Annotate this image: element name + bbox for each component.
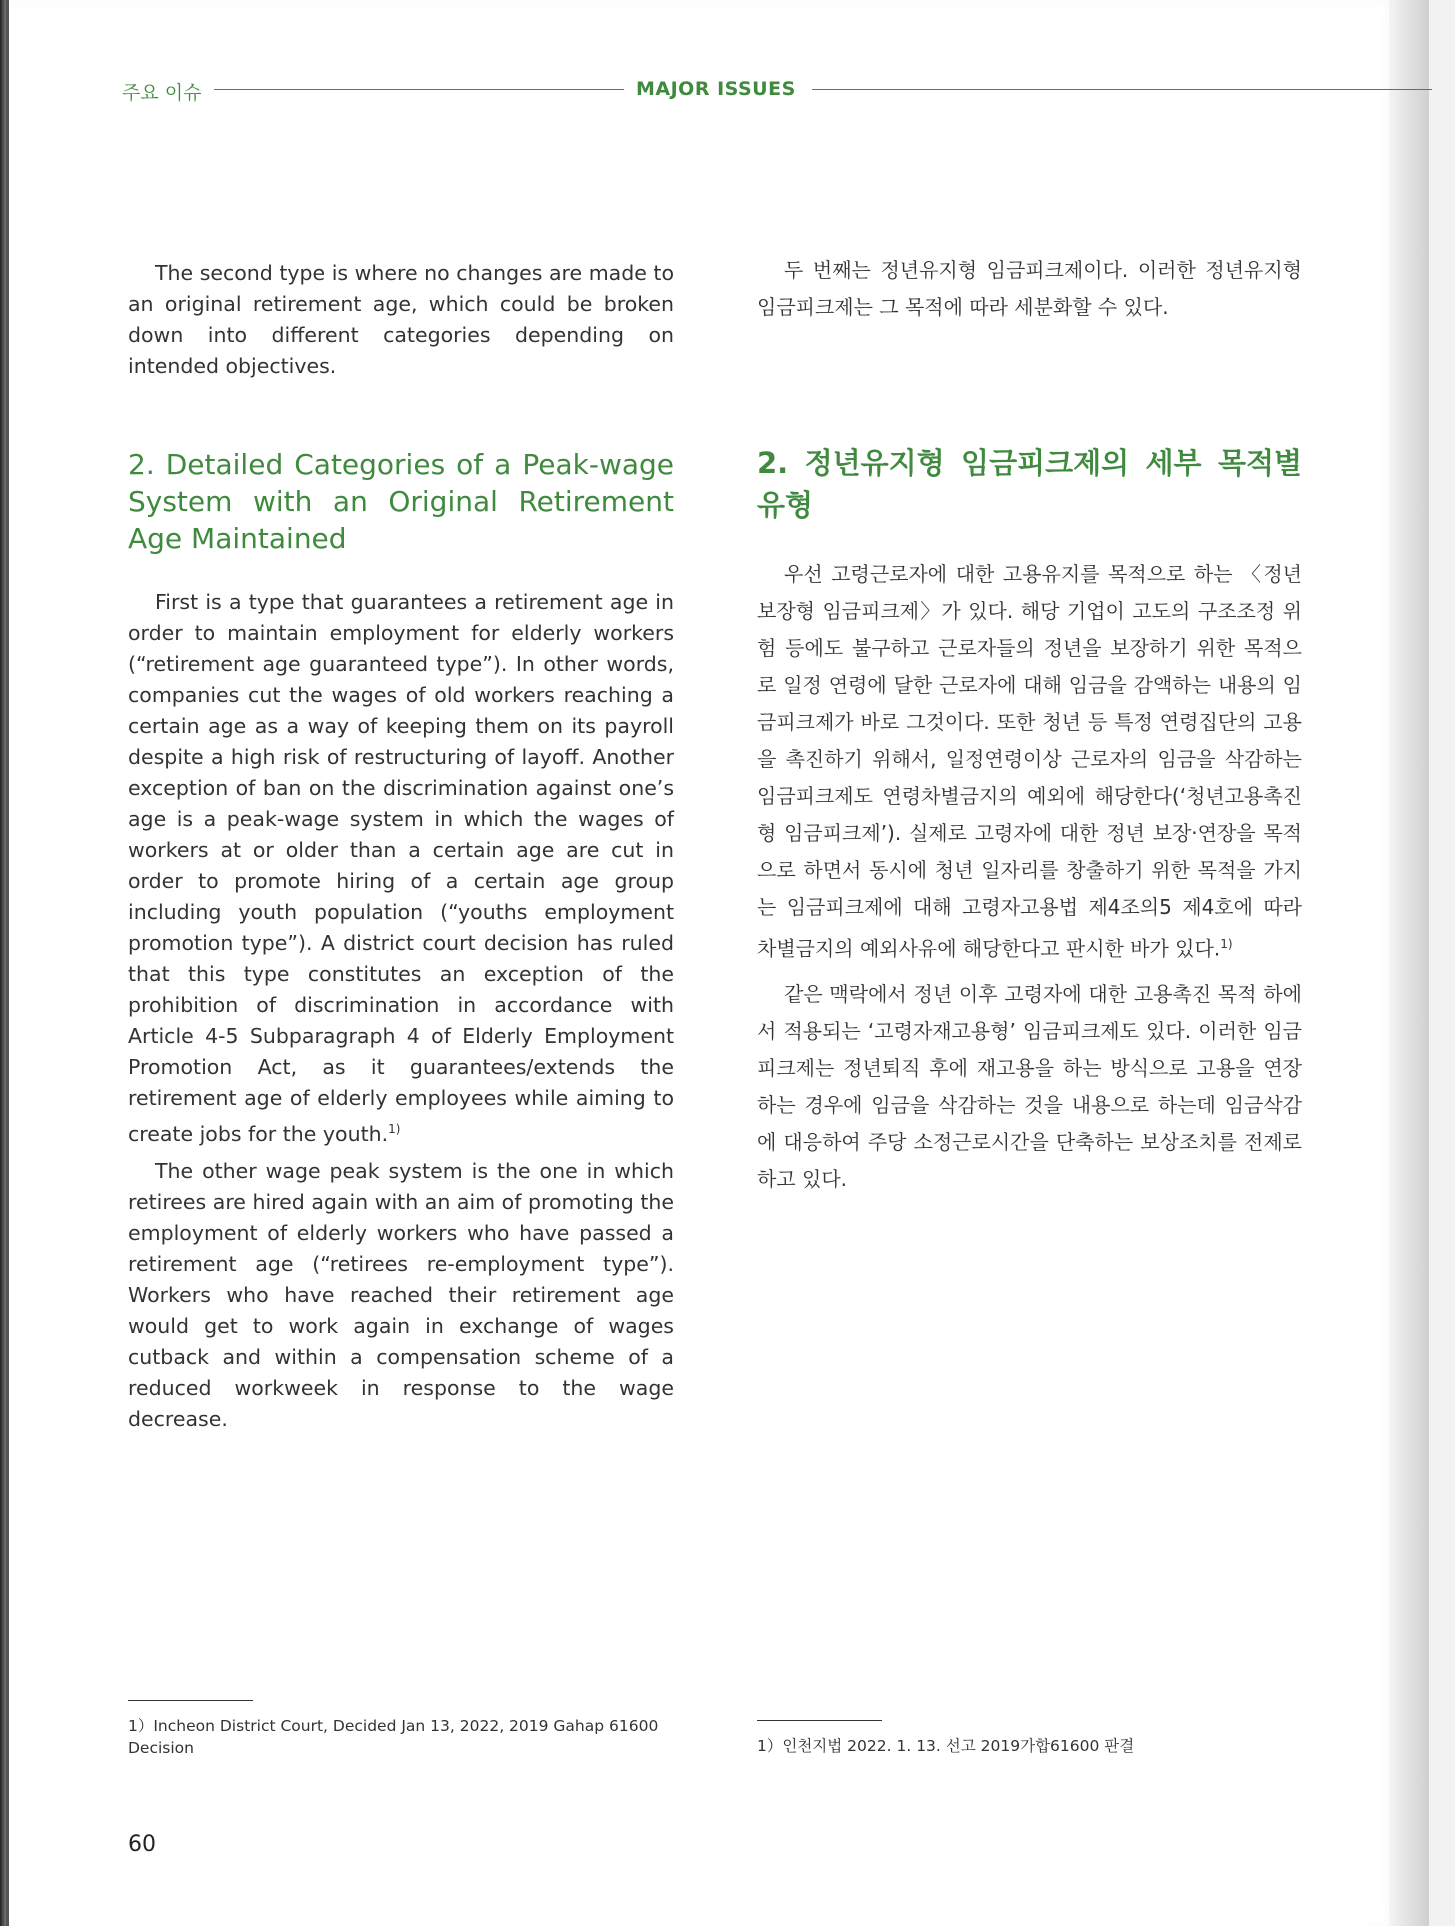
- kr-section-block: [757, 442, 1302, 1206]
- page-number: 60: [128, 1832, 156, 1857]
- header-en-label: MAJOR ISSUES: [636, 78, 796, 100]
- running-header: [122, 78, 1422, 102]
- kr-footnote-ref[interactable]: 1): [1220, 937, 1233, 951]
- header-rule-left: [214, 89, 624, 90]
- en-intro-block: [128, 258, 674, 388]
- kr-footnote-rule: [757, 1720, 882, 1721]
- en-section-block: [128, 446, 674, 1441]
- kr-section-heading: 2. 정년유지형 임금피크제의 세부 목적별 유형: [757, 446, 1302, 522]
- header-kr-label: 주요 이슈: [122, 82, 202, 104]
- kr-paragraph-1: [757, 556, 1302, 968]
- en-paragraph-2: The other wage peak system is the one in which retirees are hired again with an aim of promoting the employment of elderly workers who have passed a retirement age (“retirees re-employment type”). Workers who have reached their retirement age would get to work again in exchange of wages cutback and within a compensation scheme of a reduced workweek in response to the wage decrease.: [128, 1158, 674, 1431]
- en-paragraph-1: [128, 587, 674, 1150]
- en-intro-paragraph: The second type is where no changes are made to an original retirement age, which could be broken down into different categories depending on intended objectives.: [128, 261, 674, 378]
- en-footnote-block: [128, 1700, 674, 1759]
- en-footnote-rule: [128, 1700, 253, 1701]
- en-footnote: 1）Incheon District Court, Decided Jan 13, 2022, 2019 Gahap 61600 Decision: [128, 1717, 659, 1757]
- en-footnote-ref[interactable]: 1): [388, 1122, 401, 1136]
- kr-intro-block: [757, 252, 1302, 334]
- header-rule-right: [812, 89, 1432, 90]
- kr-intro-paragraph: 두 번째는 정년유지형 임금피크제이다. 이러한 정년유지형 임금피크제는 그 목적에 따라 세분화할 수 있다.: [757, 258, 1302, 319]
- kr-paragraph-2: 같은 맥락에서 정년 이후 고령자에 대한 고용촉진 목적 하에서 적용되는 ‘고령자재고용형’ 임금피크제도 있다. 이러한 임금피크제는 정년퇴직 후에 재고용을 하는 방식으로 고용을 연장하는 경우에 임금을 삭감하는 것을 내용으로 하는데 임금삭감에 대응하여 주당 소정근로시간을 단축하는 보상조치를 전제로 하고 있다.: [757, 981, 1302, 1191]
- kr-footnote-block: [757, 1720, 1302, 1757]
- en-section-heading: 2. Detailed Categories of a Peak-wage System with an Original Retirement Age Maintained: [128, 448, 674, 555]
- kr-footnote: 1）인천지법 2022. 1. 13. 선고 2019가합61600 판결: [757, 1737, 1135, 1755]
- page-edge-shadow: [1389, 0, 1429, 1926]
- en-paragraph-1-text: First is a type that guarantees a retirement age in order to maintain employment for elderly workers (“retirement age guaranteed type”). In other words, companies cut the wages of old workers reaching a certain age as a way of keeping them on its payroll despite a high risk of restructuring of layoff. Another exception of ban on the discrimination against one’s age is a peak-wage system in which the wages of workers at or older than a certain age are cut in order to promote hiring of a certain age group including youth population (“youths employment promotion type”). A district court decision has ruled that this type constitutes an exception of the prohibition of discrimination in accordance with Article 4-5 Subparagraph 4 of Elderly Employment Promotion Act, as it guarantees/extends the retirement age of elderly employees while aiming to create jobs for the youth.: [128, 590, 674, 1146]
- kr-paragraph-1-text: 우선 고령근로자에 대한 고용유지를 목적으로 하는 〈정년보장형 임금피크제〉가 있다. 해당 기업이 고도의 구조조정 위험 등에도 불구하고 근로자들의 정년을 보장하기 위한 목적으로 일정 연령에 달한 근로자에 대해 임금을 감액하는 내용의 임금피크제가 바로 그것이다. 또한 청년 등 특정 연령집단의 고용을 촉진하기 위해서, 일정연령이상 근로자의 임금을 삭감하는 임금피크제도 연령차별금지의 예외에 해당한다(‘청년고용촉진형 임금피크제’). 실제로 고령자에 대한 정년 보장·연장을 목적으로 하면서 동시에 청년 일자리를 창출하기 위한 목적을 가지는 임금피크제에 대해 고령자고용법 제4조의5 제4호에 따라 차별금지의 예외사유에 해당한다고 판시한 바가 있다.: [757, 562, 1302, 961]
